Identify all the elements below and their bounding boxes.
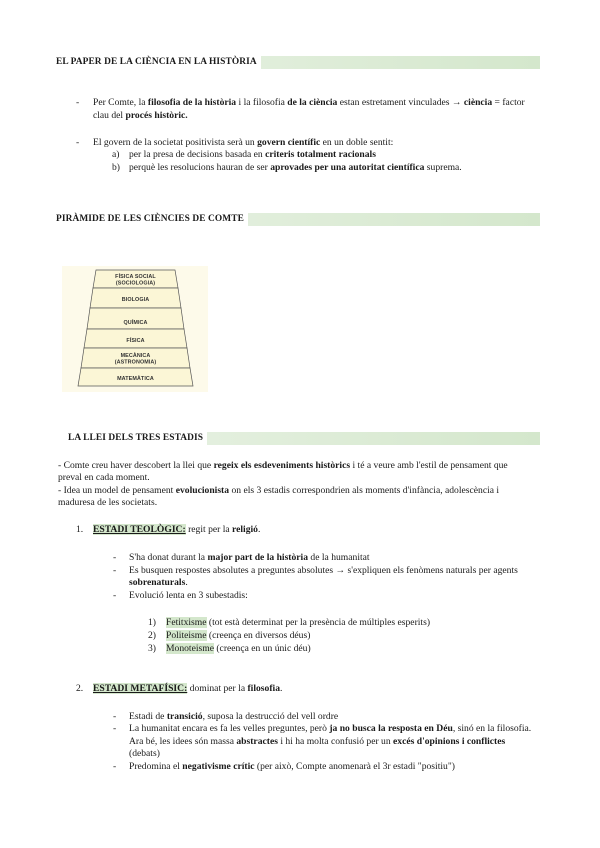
list-item: sobrenaturals. (129, 577, 188, 588)
paragraph-line: maduresa de les societats. (58, 497, 158, 508)
list-marker: a) (112, 149, 120, 160)
bullet-dash: - (113, 723, 117, 734)
bullet-dash: - (76, 97, 80, 108)
list-item: per la presa de decisions basada en criteris totalment racionals (129, 149, 376, 160)
list-item: S'ha donat durant la major part de la història de la humanitat (129, 552, 370, 563)
paragraph-line: preval en cada moment. (58, 472, 150, 483)
paragraph-line: - Idea un model de pensament evolucionista on els 3 estadis correspondrien als moments d'infància, adolescència i (58, 485, 500, 496)
pyramid-diagram (62, 266, 208, 392)
list-item: Estadi de transició, suposa la destrucció del vell ordre (129, 711, 339, 722)
pyramid-label: MATEMÀTICA (117, 376, 154, 382)
paragraph-line: El govern de la societat positivista serà un govern científic en un doble sentit: (93, 137, 394, 148)
pyramid-label: FÍSICA (126, 338, 145, 344)
section-title: PIRÀMIDE DE LES CIÈNCIES DE COMTE (56, 213, 248, 226)
list-item: La humanitat encara es fa les velles preguntes, però ja no busca la resposta en Déu, sinó en la filosofia. (129, 723, 532, 734)
pyramid-label: (ASTRONOMIA) (114, 359, 157, 366)
pyramid-label: MECÀNICA (120, 353, 151, 359)
estadi-heading: ESTADI METAFÍSIC: dominat per la filosofia. (93, 683, 283, 694)
section-header-paper-ciencia (56, 56, 540, 69)
section-header-piramide (56, 213, 540, 226)
sub-list-item: Politeisme (creença en diversos déus) (166, 630, 311, 641)
sub-list-item: Monoteisme (creença en un únic déu) (166, 643, 311, 654)
list-item: perquè les resolucions hauran de ser aprovades per una autoritat científica suprema. (129, 162, 462, 173)
bullet-dash: - (113, 590, 117, 601)
paragraph-line: clau del procés històric. (93, 110, 188, 121)
list-marker: 2) (148, 630, 156, 641)
bullet-dash: - (113, 761, 117, 772)
bullet-dash: - (113, 711, 117, 722)
section-title: EL PAPER DE LA CIÈNCIA EN LA HISTÒRIA (56, 56, 261, 69)
list-item: Es busquen respostes absolutes a preguntes absolutes → s'expliquen els fenòmens naturals per agents (129, 565, 518, 576)
section-title: LA LLEI DELS TRES ESTADIS (56, 432, 207, 445)
list-marker: 3) (148, 643, 156, 654)
paragraph-line: - Comte creu haver descobert la llei que regeix els esdeveniments històrics i té a veure amb l'estil de pensament que (58, 460, 508, 471)
estadi-heading: ESTADI TEOLÒGIC: regit per la religió. (93, 524, 261, 535)
pyramid-label: QUÍMICA (123, 320, 148, 326)
pyramid-label: (SOCIOLOGIA) (115, 280, 156, 287)
bullet-dash: - (76, 137, 80, 148)
list-item: Ara bé, les idees són massa abstractes i hi ha molta confusió per un excés d'opinions i conflictes (129, 736, 506, 747)
list-item: (debats) (129, 748, 160, 759)
numbered-marker: 2. (76, 683, 84, 694)
list-marker: b) (112, 162, 120, 173)
list-item: Evolució lenta en 3 subestadis: (129, 590, 248, 601)
pyramid-label: FÍSICA SOCIAL (115, 274, 156, 280)
bullet-dash: - (113, 565, 117, 576)
list-marker: 1) (148, 617, 156, 628)
bullet-dash: - (113, 552, 117, 563)
pyramid-label: BIOLOGIA (121, 297, 150, 303)
sub-list-item: Fetitxisme (tot està determinat per la presència de múltiples esperits) (166, 617, 431, 628)
list-item: Predomina el negativisme crític (per això, Compte anomenarà el 3r estadi "positiu") (129, 761, 455, 772)
pyramid-figure (62, 266, 208, 392)
paragraph-line: Per Comte, la filosofia de la història i la filosofia de la ciència estan estretament vinculades → ciència = factor (93, 97, 525, 108)
numbered-marker: 1. (76, 524, 84, 535)
section-header-llei-tres-estadis (56, 432, 540, 445)
